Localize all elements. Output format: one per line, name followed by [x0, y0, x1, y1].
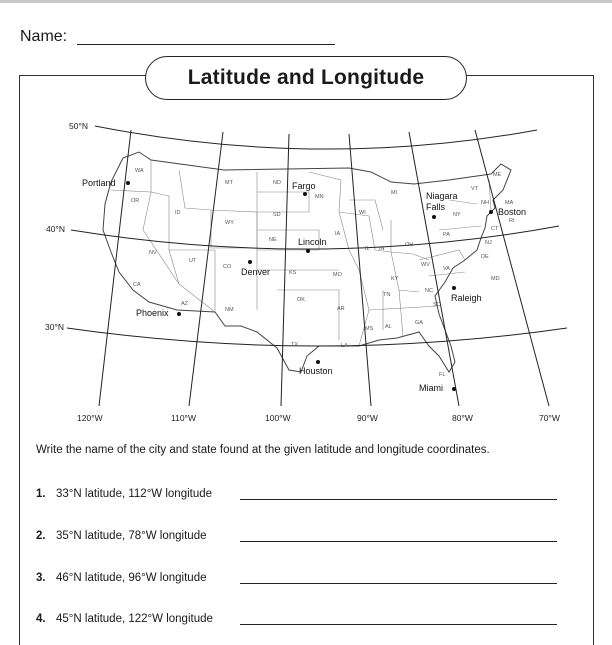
city-dot-miami: [452, 387, 456, 391]
city-dot-niagara-falls: [432, 215, 436, 219]
question-number: 1.: [36, 488, 46, 500]
top-border: [0, 0, 612, 3]
question-text: 35°N latitude, 78°W longitude: [56, 530, 207, 542]
state-TX: TX: [291, 342, 299, 348]
lon-80-line: [409, 132, 459, 406]
question-4: [36, 613, 213, 625]
worksheet-title: Latitude and Longitude: [145, 56, 467, 100]
state-AL: AL: [385, 324, 392, 330]
state-WA: WA: [135, 168, 144, 174]
state-MT: MT: [225, 180, 233, 186]
lon-label-100: 100°W: [265, 413, 291, 423]
state-WY: WY: [225, 220, 234, 226]
answer-line-4[interactable]: [240, 624, 557, 625]
state-IN: IN: [379, 246, 385, 252]
city-dot-lincoln: [306, 249, 310, 253]
state-MD: MD: [491, 276, 500, 282]
state-TN: TN: [383, 292, 391, 298]
city-dot-fargo: [303, 192, 307, 196]
state-OR: OR: [131, 198, 140, 204]
state-NV: NV: [149, 250, 157, 256]
question-3: [36, 572, 206, 584]
city-dot-phoenix: [177, 312, 181, 316]
state-AZ: AZ: [181, 301, 189, 307]
city-dot-raleigh: [452, 286, 456, 290]
state-CT: CT: [491, 226, 499, 232]
question-number: 3.: [36, 572, 46, 584]
state-NM: NM: [225, 307, 234, 313]
state-IL: IL: [365, 246, 370, 252]
question-1: [36, 488, 212, 500]
state-RI: RI: [509, 218, 515, 224]
name-answer-line[interactable]: [77, 44, 335, 45]
state-VA: VA: [443, 266, 450, 272]
state-OH: OH: [405, 242, 414, 248]
state-MI: MI: [391, 190, 398, 196]
lon-70-line: [475, 130, 549, 406]
city-dot-denver: [248, 260, 252, 264]
city-label-boston: Boston: [498, 207, 527, 217]
lon-label-120: 120°W: [77, 413, 103, 423]
lat-50-line: [95, 126, 537, 149]
state-KS: KS: [289, 270, 297, 276]
state-FL: FL: [439, 372, 446, 378]
question-text: 33°N latitude, 112°W longitude: [56, 488, 213, 500]
state-SC: SC: [433, 302, 441, 308]
lat-label-50: 50°N: [69, 121, 88, 131]
question-text: 45°N latitude, 122°W longitude: [56, 613, 213, 625]
state-PA: PA: [443, 232, 450, 238]
answer-line-3[interactable]: [240, 583, 557, 584]
lon-90-line: [349, 134, 371, 406]
city-label-raleigh: Raleigh: [451, 293, 482, 303]
state-MO: MO: [333, 272, 342, 278]
lon-label-70: 70°W: [539, 413, 560, 423]
city-label-houston: Houston: [299, 366, 333, 376]
state-VT: VT: [471, 186, 479, 192]
answer-line-1[interactable]: [240, 499, 557, 500]
state-ID: ID: [175, 210, 181, 216]
lat-label-30: 30°N: [45, 322, 64, 332]
state-DE: DE: [481, 254, 489, 260]
question-text: 46°N latitude, 96°W longitude: [56, 572, 207, 584]
city-label-portland: Portland: [82, 178, 116, 188]
state-AR: AR: [337, 306, 345, 312]
state-CA: CA: [133, 282, 141, 288]
lon-label-90: 90°W: [357, 413, 378, 423]
question-2: [36, 530, 206, 542]
state-SD: SD: [273, 212, 281, 218]
city-label-denver: Denver: [241, 267, 271, 277]
state-NJ: NJ: [485, 240, 492, 246]
name-label: Name:: [20, 28, 68, 45]
state-UT: UT: [189, 258, 197, 264]
state-NH: NH: [481, 200, 489, 206]
state-MA: MA: [505, 200, 514, 206]
instructions-text: Write the name of the city and state found at the given latitude and longitude coordinates.: [36, 444, 490, 456]
city-label-miami: Miami: [419, 383, 443, 393]
longitude-lines: [99, 130, 549, 406]
state-ME: ME: [493, 172, 502, 178]
city-label-falls: Falls: [426, 202, 446, 212]
state-CO: CO: [223, 264, 232, 270]
state-LA: LA: [341, 343, 348, 349]
lon-120-line: [99, 130, 131, 406]
state-NY: NY: [453, 212, 461, 218]
lat-label-40: 40°N: [46, 224, 65, 234]
state-KY: KY: [391, 276, 399, 282]
question-number: 2.: [36, 530, 46, 542]
city-label-niagara: Niagara: [426, 191, 458, 201]
lat-30-line: [67, 328, 567, 346]
state-OK: OK: [297, 297, 305, 303]
state-MN: MN: [315, 194, 324, 200]
city-label-phoenix: Phoenix: [136, 308, 169, 318]
us-map: [19, 100, 594, 430]
state-NE: NE: [269, 237, 277, 243]
city-label-fargo: Fargo: [292, 181, 316, 191]
lon-110-line: [189, 132, 223, 406]
state-NC: NC: [425, 288, 433, 294]
city-dot-houston: [316, 360, 320, 364]
city-dot-portland: [126, 181, 130, 185]
state-ND: ND: [273, 180, 281, 186]
lon-label-80: 80°W: [452, 413, 473, 423]
city-dot-boston: [489, 210, 493, 214]
state-WI: WI: [359, 210, 366, 216]
state-WV: WV: [421, 262, 430, 268]
state-GA: GA: [415, 320, 423, 326]
state-IA: IA: [335, 231, 341, 237]
lon-label-110: 110°W: [171, 413, 196, 423]
question-number: 4.: [36, 613, 46, 625]
answer-line-2[interactable]: [240, 541, 557, 542]
city-label-lincoln: Lincoln: [298, 237, 327, 247]
state-MS: MS: [365, 326, 374, 332]
